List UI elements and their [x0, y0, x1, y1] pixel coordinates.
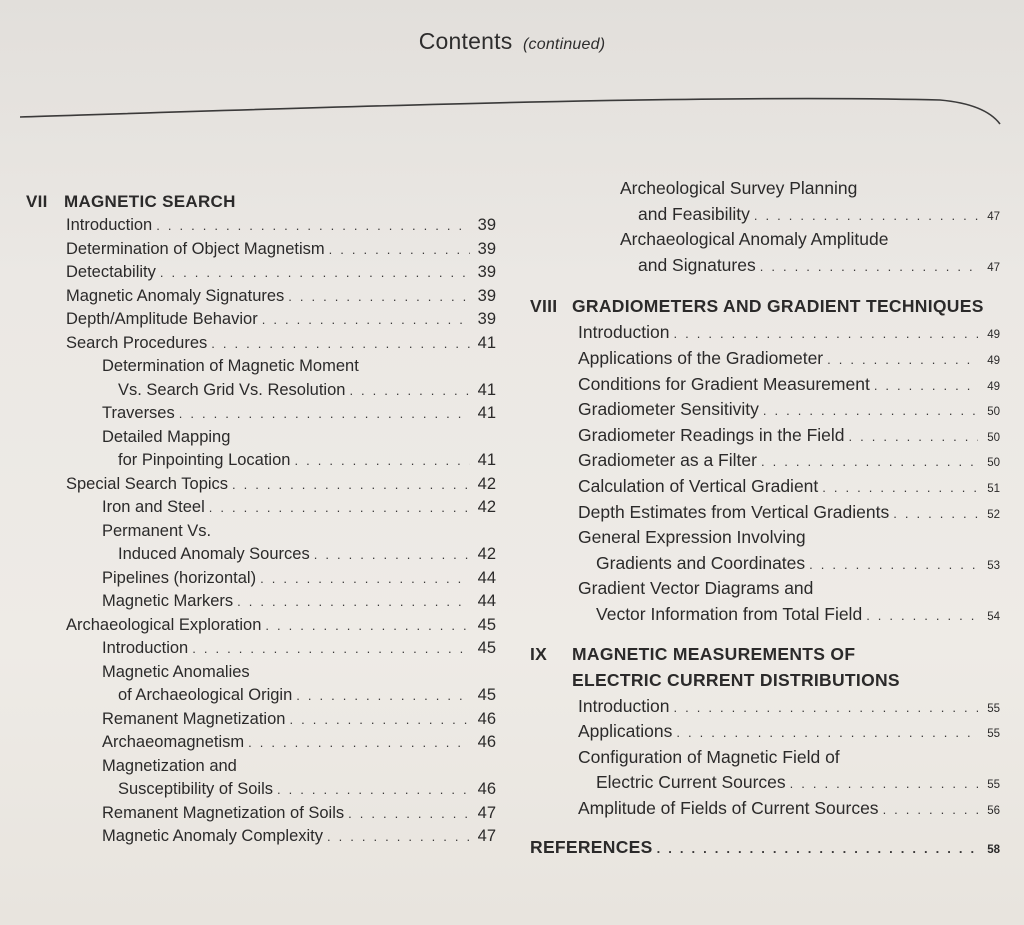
toc-entry[interactable] — [26, 802, 496, 826]
toc-entry[interactable] — [26, 261, 496, 285]
entry-title: Remanent Magnetization of Soils — [102, 803, 345, 822]
toc-entry[interactable] — [530, 320, 1000, 346]
page-number: 46 — [477, 733, 496, 751]
entry-title: Determination of Magnetic Moment — [102, 357, 359, 375]
toc-list-vii — [26, 214, 496, 849]
page-number: 55 — [987, 728, 1000, 741]
toc-entry[interactable] — [26, 778, 496, 802]
page-number: 39 — [477, 216, 496, 234]
toc-entry[interactable] — [530, 500, 1000, 526]
toc-entry[interactable] — [26, 590, 496, 614]
page-number: 58 — [987, 844, 1000, 857]
leader-dots — [673, 321, 978, 347]
toc-entry — [26, 520, 496, 544]
entry-title: Configuration of Magnetic Field of — [578, 746, 840, 767]
leader-dots — [657, 836, 978, 862]
leader-dots — [348, 802, 470, 826]
section-number: IX — [530, 644, 548, 664]
toc-list-viii — [530, 320, 1000, 627]
toc-entry — [530, 525, 1000, 551]
toc-entry[interactable] — [26, 449, 496, 473]
toc-entry — [530, 576, 1000, 602]
entry-title: Archaeomagnetism — [102, 733, 245, 751]
entry-title: Conditions for Gradient Measurement — [578, 373, 870, 394]
entry-title: Magnetization and — [102, 756, 237, 775]
toc-entry[interactable] — [530, 423, 1000, 449]
entry-title: Susceptibility of Soils — [118, 780, 273, 798]
toc-entry[interactable] — [26, 684, 496, 708]
page-number: 39 — [477, 239, 496, 258]
toc-entry[interactable] — [530, 202, 1000, 228]
section-heading-vii — [26, 190, 496, 214]
page-number: 44 — [477, 592, 496, 610]
section-heading-viii — [530, 292, 1000, 320]
references-entry[interactable] — [530, 835, 1000, 861]
page-number: 39 — [477, 286, 496, 305]
entry-title: Archaeological Exploration — [66, 615, 262, 634]
entry-title: Pipelines (horizontal) — [102, 568, 257, 587]
entry-title: Detectability — [66, 263, 156, 281]
entry-title: Detailed Mapping — [102, 427, 231, 446]
entry-title: Traverses — [102, 404, 175, 422]
toc-entry — [26, 755, 496, 779]
toc-entry — [530, 745, 1000, 771]
page-number: 47 — [477, 827, 496, 845]
page-number: 39 — [477, 310, 496, 328]
entry-title: Search Procedures — [66, 333, 208, 352]
entry-title: Special Search Topics — [66, 474, 229, 493]
page-number: 53 — [987, 559, 1000, 572]
section-number: VIII — [530, 295, 558, 316]
left-column — [26, 190, 496, 849]
leader-dots — [763, 398, 978, 424]
page-number: 41 — [477, 333, 496, 352]
toc-entry[interactable] — [26, 496, 496, 520]
entry-title: Introduction — [578, 695, 670, 716]
entry-title: Vector Information from Total Field — [596, 603, 863, 624]
right-column — [530, 176, 1000, 861]
leader-dots — [329, 238, 470, 262]
toc-entry[interactable] — [26, 731, 496, 755]
entry-title: Gradiometer as a Filter — [578, 450, 757, 471]
entry-title: Amplitude of Fields of Current Sources — [578, 797, 879, 818]
references-title: REFERENCES — [530, 837, 653, 858]
entry-title: Gradiometer Sensitivity — [578, 399, 759, 420]
page-number: 49 — [987, 380, 1000, 393]
entry-title: Gradients and Coordinates — [596, 552, 806, 573]
toc-entry — [26, 355, 496, 379]
entry-title: Depth/Amplitude Behavior — [66, 310, 258, 328]
toc-list-vii-continued — [530, 176, 1000, 278]
entry-title: Gradiometer Readings in the Field — [578, 424, 845, 445]
page-number: 46 — [477, 709, 496, 728]
toc-entry[interactable] — [530, 448, 1000, 474]
entry-title: Vs. Search Grid Vs. Resolution — [118, 380, 346, 399]
leader-dots — [349, 379, 470, 403]
entry-title: Calculation of Vertical Gradient — [578, 475, 819, 496]
leader-dots — [827, 347, 978, 373]
page-number: 42 — [477, 545, 496, 563]
entry-title: Archeological Survey Planning — [620, 178, 858, 198]
toc-entry[interactable] — [26, 825, 496, 849]
page-number: 55 — [987, 779, 1000, 792]
toc-entry[interactable] — [26, 708, 496, 732]
toc-entry[interactable] — [26, 214, 496, 238]
toc-entry[interactable] — [26, 285, 496, 309]
leader-dots — [314, 543, 470, 567]
leader-dots — [849, 424, 978, 450]
leader-dots — [288, 285, 470, 309]
toc-entry[interactable] — [530, 346, 1000, 372]
page-number: 45 — [477, 686, 496, 704]
toc-entry — [530, 227, 1000, 253]
page-number: 47 — [477, 803, 496, 822]
toc-entry — [26, 426, 496, 450]
section-number: VII — [26, 192, 48, 211]
page-number: 46 — [477, 780, 496, 798]
page-number: 41 — [477, 404, 496, 422]
leader-dots — [294, 449, 470, 473]
leader-dots — [179, 402, 470, 426]
leader-dots — [866, 603, 978, 629]
section-title-line2: ELECTRIC CURRENT DISTRIBUTIONS — [572, 670, 900, 690]
page-number: 52 — [987, 508, 1000, 521]
leader-dots — [822, 475, 978, 501]
page-number: 50 — [987, 431, 1000, 444]
page-number: 47 — [987, 210, 1000, 223]
entry-title: Applications of the Gradiometer — [578, 347, 824, 368]
section-heading-ix-line2 — [530, 668, 1000, 694]
toc-entry[interactable] — [26, 332, 496, 356]
entry-title: Determination of Object Magnetism — [66, 239, 325, 258]
toc-entry[interactable] — [530, 397, 1000, 423]
section-title: MAGNETIC SEARCH — [64, 192, 236, 211]
leader-dots — [156, 214, 470, 238]
toc-entry[interactable] — [530, 719, 1000, 745]
page-number: 47 — [987, 261, 1000, 274]
page-number: 55 — [987, 702, 1000, 715]
toc-entry[interactable] — [26, 543, 496, 567]
page-number: 49 — [987, 354, 1000, 367]
toc-entry[interactable] — [530, 796, 1000, 822]
page-number: 50 — [987, 406, 1000, 419]
toc-entry[interactable] — [26, 402, 496, 426]
entry-title: General Expression Involving — [578, 527, 806, 548]
entry-title: Applications — [578, 721, 673, 742]
leader-dots — [262, 308, 470, 332]
toc-entry[interactable] — [26, 238, 496, 262]
entry-title: Magnetic Anomalies — [102, 662, 250, 681]
leader-dots — [327, 825, 470, 849]
entry-title: and Signatures — [638, 254, 756, 275]
header-rule — [0, 0, 1024, 160]
entry-title: Magnetic Anomaly Complexity — [102, 827, 324, 845]
leader-dots — [232, 473, 470, 497]
leader-dots — [248, 731, 470, 755]
leader-dots — [296, 684, 470, 708]
continued-label: (continued) — [523, 36, 606, 53]
toc-entry[interactable] — [26, 614, 496, 638]
leader-dots — [790, 771, 978, 797]
leader-dots — [192, 637, 470, 661]
page-number: 50 — [987, 457, 1000, 470]
toc-entry[interactable] — [26, 567, 496, 591]
leader-dots — [209, 496, 470, 520]
toc-list-ix — [530, 694, 1000, 822]
page-number: 44 — [477, 568, 496, 587]
entry-title: Electric Current Sources — [596, 772, 786, 793]
page-number: 45 — [477, 615, 496, 634]
leader-dots — [893, 501, 978, 527]
leader-dots — [673, 695, 978, 721]
page-number: 42 — [477, 474, 496, 493]
page-number: 51 — [987, 482, 1000, 495]
toc-entry[interactable] — [530, 253, 1000, 279]
toc-entry[interactable] — [530, 474, 1000, 500]
leader-dots — [883, 797, 978, 823]
page-number: 56 — [987, 804, 1000, 817]
section-heading-ix — [530, 642, 1000, 668]
leader-dots — [211, 332, 470, 356]
entry-title: Introduction — [102, 639, 189, 657]
toc-entry[interactable] — [530, 372, 1000, 398]
entry-title: Introduction — [66, 216, 153, 234]
entry-title: and Feasibility — [638, 203, 750, 224]
page-number: 39 — [477, 263, 496, 281]
page-number: 41 — [477, 451, 496, 469]
leader-dots — [760, 254, 978, 280]
entry-title: Depth Estimates from Vertical Gradients — [578, 501, 890, 522]
leader-dots — [160, 261, 470, 285]
page-number: 54 — [987, 610, 1000, 623]
entry-title: Gradient Vector Diagrams and — [578, 578, 814, 599]
leader-dots — [265, 614, 470, 638]
entry-title: of Archaeological Origin — [118, 686, 293, 704]
page-number: 45 — [477, 639, 496, 657]
toc-entry[interactable] — [26, 473, 496, 497]
leader-dots — [761, 449, 978, 475]
toc-entry[interactable] — [26, 379, 496, 403]
toc-entry[interactable] — [530, 551, 1000, 577]
leader-dots — [809, 552, 978, 578]
entry-title: Iron and Steel — [102, 498, 205, 516]
entry-title: Permanent Vs. — [102, 521, 212, 540]
contents-title: Contents — [418, 28, 513, 54]
page-number: 49 — [987, 329, 1000, 342]
leader-dots — [237, 590, 470, 614]
section-title: GRADIOMETERS AND GRADIENT TECHNIQUES — [572, 295, 984, 316]
toc-entry — [530, 176, 1000, 202]
entry-title: Remanent Magnetization — [102, 709, 286, 728]
toc-entry[interactable] — [26, 308, 496, 332]
leader-dots — [260, 567, 470, 591]
toc-entry[interactable] — [530, 770, 1000, 796]
leader-dots — [874, 373, 978, 399]
entry-title: Magnetic Anomaly Signatures — [66, 286, 285, 305]
entry-title: Induced Anomaly Sources — [118, 545, 310, 563]
toc-entry[interactable] — [530, 694, 1000, 720]
toc-entry[interactable] — [530, 602, 1000, 628]
section-title-line1: MAGNETIC MEASUREMENTS OF — [572, 644, 856, 664]
entry-title: Archaeological Anomaly Amplitude — [620, 229, 889, 250]
leader-dots — [277, 778, 470, 802]
page-number: 42 — [477, 498, 496, 516]
toc-entry[interactable] — [26, 637, 496, 661]
entry-title: for Pinpointing Location — [118, 451, 291, 469]
page-number: 41 — [477, 380, 496, 399]
entry-title: Introduction — [578, 322, 670, 343]
leader-dots — [289, 708, 470, 732]
leader-dots — [754, 203, 978, 229]
toc-entry — [26, 661, 496, 685]
leader-dots — [676, 720, 978, 746]
entry-title: Magnetic Markers — [102, 592, 234, 610]
